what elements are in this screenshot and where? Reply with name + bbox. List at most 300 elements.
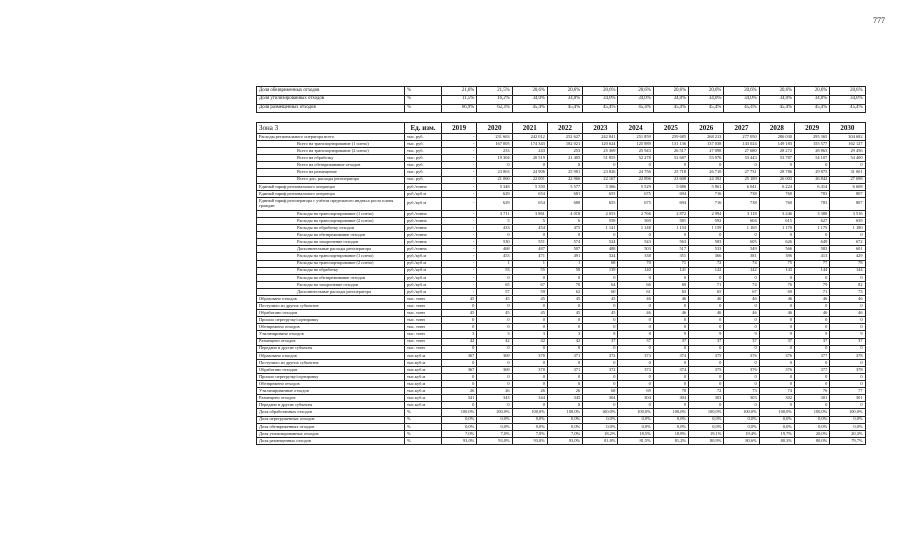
value-cell: 0: [794, 359, 829, 366]
value-cell: 5 686: [653, 183, 688, 190]
table-row: [257, 197, 866, 210]
value-cell: 42: [477, 338, 512, 345]
value-cell: 0: [512, 324, 547, 331]
value-cell: 374: [653, 366, 688, 373]
table-row: [257, 303, 866, 310]
value-cell: 0: [477, 162, 512, 169]
value-cell: 0: [689, 303, 724, 310]
value-cell: 57: [477, 288, 512, 295]
value-cell: 655: [583, 197, 618, 210]
value-cell: -: [442, 155, 477, 162]
value-cell: 5 861: [689, 183, 724, 190]
value-cell: 22 896: [618, 176, 653, 183]
value-cell: 0,0%: [830, 423, 865, 430]
value-cell: 0: [830, 345, 865, 352]
table-row: [257, 331, 866, 338]
top-summary-table: [256, 86, 866, 113]
value-cell: 34,0%: [547, 95, 582, 104]
value-cell: 0: [759, 162, 794, 169]
value-cell: 0: [583, 303, 618, 310]
row-unit: руб./тонна: [405, 239, 442, 246]
value-cell: 71: [689, 281, 724, 288]
value-cell: 34,0%: [689, 95, 724, 104]
value-cell: 21 060: [477, 176, 512, 183]
value-cell: 73: [830, 288, 865, 295]
row-label: Образовано отходов: [257, 352, 405, 359]
value-cell: 26: [442, 388, 477, 395]
value-cell: 583: [794, 246, 829, 253]
value-cell: 0: [724, 324, 759, 331]
value-cell: 34,0%: [724, 95, 759, 104]
value-cell: 137 038: [689, 141, 724, 148]
value-cell: 22 167: [583, 176, 618, 183]
value-cell: 26 003: [759, 176, 794, 183]
value-cell: 21,6%: [442, 87, 477, 96]
value-cell: 54 400: [830, 155, 865, 162]
value-cell: 20,0%: [794, 430, 829, 437]
value-cell: 6 041: [724, 183, 759, 190]
value-cell: 71: [794, 288, 829, 295]
value-cell: 760: [759, 190, 794, 197]
value-cell: 0: [653, 232, 688, 239]
value-cell: 760: [759, 197, 794, 210]
value-cell: 53 076: [689, 155, 724, 162]
value-cell: 0: [512, 162, 547, 169]
value-cell: 27 680: [724, 148, 759, 155]
row-unit: руб./куб.м: [405, 197, 442, 210]
value-cell: 0: [689, 345, 724, 352]
value-cell: 142: [724, 267, 759, 274]
value-cell: 67: [724, 288, 759, 295]
value-cell: 0,0%: [442, 423, 477, 430]
value-cell: 601: [830, 246, 865, 253]
value-cell: 524: [583, 239, 618, 246]
value-cell: 0: [759, 317, 794, 324]
value-cell: 61: [618, 288, 653, 295]
value-cell: 0: [618, 317, 653, 324]
value-cell: 377: [794, 366, 829, 373]
table-row: [257, 295, 866, 302]
value-cell: 372: [583, 352, 618, 359]
value-cell: 0: [724, 374, 759, 381]
value-cell: 233: [477, 148, 512, 155]
row-label: Расходы регионального оператора всего: [257, 134, 405, 141]
value-cell: 563: [653, 239, 688, 246]
row-label: Поступило из других субъектов: [257, 359, 405, 366]
value-cell: 100,0%: [653, 409, 688, 416]
value-cell: 0,0%: [618, 423, 653, 430]
value-cell: 654: [512, 190, 547, 197]
value-cell: 413: [794, 253, 829, 260]
value-cell: 0: [689, 162, 724, 169]
row-label: Расходы на обезвреживание отходов: [257, 232, 405, 239]
value-cell: 0: [759, 274, 794, 281]
row-label: Единый тариф регионального оператора: [257, 190, 405, 197]
value-cell: 69: [618, 388, 653, 395]
value-cell: 21,5%: [477, 87, 512, 96]
table-row: [257, 87, 866, 96]
value-cell: 0: [547, 402, 582, 409]
value-cell: 9: [689, 331, 724, 338]
value-cell: 143 024: [724, 141, 759, 148]
table-row: [257, 345, 866, 352]
value-cell: 1 170: [759, 225, 794, 232]
value-cell: 639: [830, 217, 865, 224]
row-unit: тыс. тонн: [405, 295, 442, 302]
value-cell: 23 608: [653, 176, 688, 183]
value-cell: 66: [618, 281, 653, 288]
value-cell: 100,0%: [689, 409, 724, 416]
value-cell: 0: [618, 232, 653, 239]
value-cell: 304: [583, 395, 618, 402]
value-cell: 67: [512, 281, 547, 288]
value-cell: 20,6%: [759, 87, 794, 96]
value-cell: 5: [477, 217, 512, 224]
value-cell: 807: [830, 190, 865, 197]
value-cell: 533: [689, 246, 724, 253]
value-cell: 0: [724, 274, 759, 281]
value-cell: 34,0%: [512, 95, 547, 104]
row-label: Обезврежено отходов: [257, 324, 405, 331]
value-cell: 46: [618, 310, 653, 317]
value-cell: 141: [653, 267, 688, 274]
value-cell: 503: [618, 246, 653, 253]
value-cell: 0: [512, 232, 547, 239]
value-cell: 738: [724, 190, 759, 197]
value-cell: 6 608: [830, 183, 865, 190]
row-unit: тыс.куб.м: [405, 366, 442, 373]
value-cell: 0: [689, 381, 724, 388]
value-cell: 0: [759, 324, 794, 331]
value-cell: -: [442, 169, 477, 176]
value-cell: 0: [477, 274, 512, 281]
value-cell: 25 943: [618, 148, 653, 155]
value-cell: 654: [512, 197, 547, 210]
value-cell: 1 180: [830, 225, 865, 232]
row-unit: тыс. руб.: [405, 134, 442, 141]
value-cell: 9: [794, 331, 829, 338]
row-label: Всего на транспортирование (1 плечо): [257, 141, 405, 148]
value-cell: 0: [830, 402, 865, 409]
value-cell: 79,7%: [830, 437, 865, 444]
table-row: [257, 169, 866, 176]
value-cell: 69: [759, 288, 794, 295]
value-cell: 0: [583, 345, 618, 352]
value-cell: 0: [583, 162, 618, 169]
value-cell: 0: [689, 274, 724, 281]
value-cell: 569: [618, 217, 653, 224]
row-label: Доля утилизированных отходов: [257, 95, 405, 104]
row-unit: %: [405, 423, 442, 430]
value-cell: 370: [512, 352, 547, 359]
row-unit: руб./куб.м: [405, 274, 442, 281]
value-cell: -: [442, 281, 477, 288]
value-cell: 0,0%: [477, 423, 512, 430]
row-label: Расходы на обработку отходов: [257, 225, 405, 232]
table-header-row: [257, 123, 866, 134]
year-header: 2030: [830, 123, 865, 134]
value-cell: 28 272: [759, 148, 794, 155]
value-cell: 371: [547, 352, 582, 359]
value-cell: 487: [512, 246, 547, 253]
value-cell: 77: [794, 260, 829, 267]
value-cell: 0: [689, 402, 724, 409]
value-cell: 0: [724, 317, 759, 324]
table-row: [257, 260, 866, 267]
value-cell: 81,8%: [583, 437, 618, 444]
value-cell: 53 787: [759, 155, 794, 162]
value-cell: 20,6%: [583, 87, 618, 96]
row-unit: тыс. тонн: [405, 345, 442, 352]
value-cell: 0,0%: [689, 416, 724, 423]
value-cell: 491: [547, 253, 582, 260]
value-cell: 242 012: [512, 134, 547, 141]
table-row: [257, 246, 866, 253]
value-cell: 0: [653, 374, 688, 381]
value-cell: 0: [653, 402, 688, 409]
value-cell: 72: [689, 260, 724, 267]
value-cell: 304: [653, 395, 688, 402]
value-cell: 549: [724, 246, 759, 253]
table-row: [257, 430, 866, 437]
value-cell: -: [442, 148, 477, 155]
value-cell: 100,0%: [547, 409, 582, 416]
row-unit: руб./куб.м: [405, 253, 442, 260]
value-cell: 0: [794, 303, 829, 310]
value-cell: 374: [653, 352, 688, 359]
value-cell: 0: [477, 359, 512, 366]
value-cell: 5 366: [583, 183, 618, 190]
table-row: [257, 95, 866, 104]
value-cell: 45,4%: [794, 104, 829, 113]
value-cell: 25 369: [583, 148, 618, 155]
value-cell: 0: [724, 381, 759, 388]
value-cell: 1 175: [794, 225, 829, 232]
value-cell: 0: [653, 317, 688, 324]
value-cell: 20 519: [512, 155, 547, 162]
value-cell: 2 994: [689, 210, 724, 217]
value-cell: 376: [724, 366, 759, 373]
value-cell: 27 731: [724, 169, 759, 176]
value-cell: 0: [477, 381, 512, 388]
value-cell: 20,6%: [618, 87, 653, 96]
value-cell: 45: [512, 310, 547, 317]
table-row: [257, 104, 866, 113]
value-cell: 0: [759, 232, 794, 239]
value-cell: 45: [583, 310, 618, 317]
value-cell: 0,0%: [442, 416, 477, 423]
value-cell: 0: [830, 274, 865, 281]
table-row: [257, 210, 866, 217]
value-cell: 3 861: [512, 210, 547, 217]
row-unit: тыс. тонн: [405, 310, 442, 317]
value-cell: 0: [689, 324, 724, 331]
row-unit: %: [405, 430, 442, 437]
value-cell: 629: [477, 197, 512, 210]
value-cell: 46: [724, 295, 759, 302]
value-cell: 1 141: [583, 225, 618, 232]
value-cell: 3: [512, 331, 547, 338]
value-cell: 2 766: [618, 210, 653, 217]
value-cell: 0: [759, 345, 794, 352]
value-cell: 18,5%: [618, 430, 653, 437]
value-cell: 6: [547, 217, 582, 224]
value-cell: 26: [547, 388, 582, 395]
value-cell: 396: [759, 253, 794, 260]
value-cell: 26 517: [653, 148, 688, 155]
value-cell: 0: [689, 359, 724, 366]
value-cell: 655: [583, 190, 618, 197]
value-cell: 143: [759, 267, 794, 274]
value-cell: 20,6%: [689, 87, 724, 96]
value-cell: 433: [477, 225, 512, 232]
value-cell: 37: [618, 338, 653, 345]
value-cell: 68: [583, 388, 618, 395]
year-header: 2025: [653, 123, 688, 134]
value-cell: 76: [759, 281, 794, 288]
table-row: [257, 239, 866, 246]
value-cell: 7,0%: [477, 430, 512, 437]
value-cell: 429: [830, 253, 865, 260]
value-cell: 19,7%: [759, 430, 794, 437]
value-cell: 1 154: [653, 225, 688, 232]
table-row: [257, 324, 866, 331]
value-cell: 0,0%: [689, 423, 724, 430]
value-cell: 3 516: [830, 210, 865, 217]
value-cell: 0: [512, 274, 547, 281]
value-cell: 3: [547, 331, 582, 338]
value-cell: 0: [442, 345, 477, 352]
value-cell: 3: [442, 331, 477, 338]
value-cell: 0: [512, 381, 547, 388]
value-cell: 0: [653, 381, 688, 388]
row-unit: тыс.куб.м: [405, 352, 442, 359]
value-cell: 371: [547, 366, 582, 373]
value-cell: 75: [759, 260, 794, 267]
value-cell: 45: [583, 295, 618, 302]
value-cell: 93,0%: [547, 437, 582, 444]
value-cell: 295 365: [794, 134, 829, 141]
row-unit: руб./тонна: [405, 232, 442, 239]
value-cell: 543: [618, 239, 653, 246]
table-row: [257, 366, 866, 373]
value-cell: 46: [618, 295, 653, 302]
year-header: 2022: [547, 123, 582, 134]
value-cell: 19 304: [477, 155, 512, 162]
value-cell: 9: [724, 331, 759, 338]
value-cell: 0: [442, 381, 477, 388]
value-cell: 74: [724, 260, 759, 267]
table-row: [257, 225, 866, 232]
value-cell: 583: [689, 239, 724, 246]
value-cell: 0,0%: [724, 416, 759, 423]
value-cell: 1: [547, 260, 582, 267]
value-cell: 7,0%: [547, 430, 582, 437]
value-cell: 34,0%: [583, 95, 618, 104]
value-cell: 0: [547, 374, 582, 381]
value-cell: 0: [442, 402, 477, 409]
value-cell: 0: [794, 402, 829, 409]
value-cell: 45,4%: [618, 104, 653, 113]
value-cell: 304 682: [830, 134, 865, 141]
value-cell: 34,0%: [759, 95, 794, 104]
value-cell: -: [442, 246, 477, 253]
value-cell: 0: [442, 303, 477, 310]
value-cell: 45: [512, 295, 547, 302]
value-cell: -: [442, 253, 477, 260]
row-label: Прошло перегрузку/сортировку: [257, 317, 405, 324]
value-cell: 0: [653, 274, 688, 281]
value-cell: 604: [724, 217, 759, 224]
value-cell: 370: [512, 366, 547, 373]
value-cell: 694: [653, 190, 688, 197]
value-cell: 37: [689, 338, 724, 345]
value-cell: 378: [830, 366, 865, 373]
value-cell: 551: [512, 239, 547, 246]
value-cell: 468: [477, 246, 512, 253]
value-cell: 8: [618, 331, 653, 338]
value-cell: 59: [512, 288, 547, 295]
value-cell: 0: [547, 345, 582, 352]
value-cell: 62,3%: [477, 104, 512, 113]
value-cell: 259 685: [653, 134, 688, 141]
value-cell: 0,0%: [547, 416, 582, 423]
table-row: [257, 148, 866, 155]
value-cell: 0,0%: [759, 423, 794, 430]
value-cell: 242 841: [583, 134, 618, 141]
value-cell: 304: [618, 395, 653, 402]
value-cell: 93,0%: [512, 437, 547, 444]
value-cell: 16,2%: [477, 95, 512, 104]
value-cell: 0: [724, 345, 759, 352]
row-unit: тыс. тонн: [405, 317, 442, 324]
value-cell: 144: [794, 267, 829, 274]
value-cell: 46: [759, 295, 794, 302]
table-row: [257, 155, 866, 162]
value-cell: 2 653: [583, 210, 618, 217]
row-label: Образовано отходов: [257, 295, 405, 302]
row-unit: тыс. тонн: [405, 303, 442, 310]
value-cell: 71: [653, 260, 688, 267]
value-cell: 45: [442, 295, 477, 302]
value-cell: 65: [689, 288, 724, 295]
table-row: [257, 416, 866, 423]
value-cell: 45: [477, 310, 512, 317]
value-cell: 1 165: [724, 225, 759, 232]
row-unit: руб./куб.м: [405, 190, 442, 197]
value-cell: 376: [759, 366, 794, 373]
value-cell: 24 906: [512, 169, 547, 176]
value-cell: 303: [724, 395, 759, 402]
value-cell: 53 443: [724, 155, 759, 162]
value-cell: 131 136: [653, 141, 688, 148]
value-cell: 301: [830, 395, 865, 402]
table-row: [257, 253, 866, 260]
value-cell: 66,9%: [442, 104, 477, 113]
value-cell: 0: [618, 381, 653, 388]
value-cell: 680: [547, 197, 582, 210]
value-cell: 182 021: [547, 141, 582, 148]
value-cell: 253: [547, 148, 582, 155]
value-cell: 302: [759, 395, 794, 402]
value-cell: 20,6%: [653, 87, 688, 96]
row-label: Доля перегруженных отходов: [257, 416, 405, 423]
zone-title: Зона 3: [257, 123, 405, 134]
value-cell: 0: [724, 359, 759, 366]
value-cell: 454: [512, 225, 547, 232]
value-cell: 0: [653, 324, 688, 331]
value-cell: 251 859: [618, 134, 653, 141]
